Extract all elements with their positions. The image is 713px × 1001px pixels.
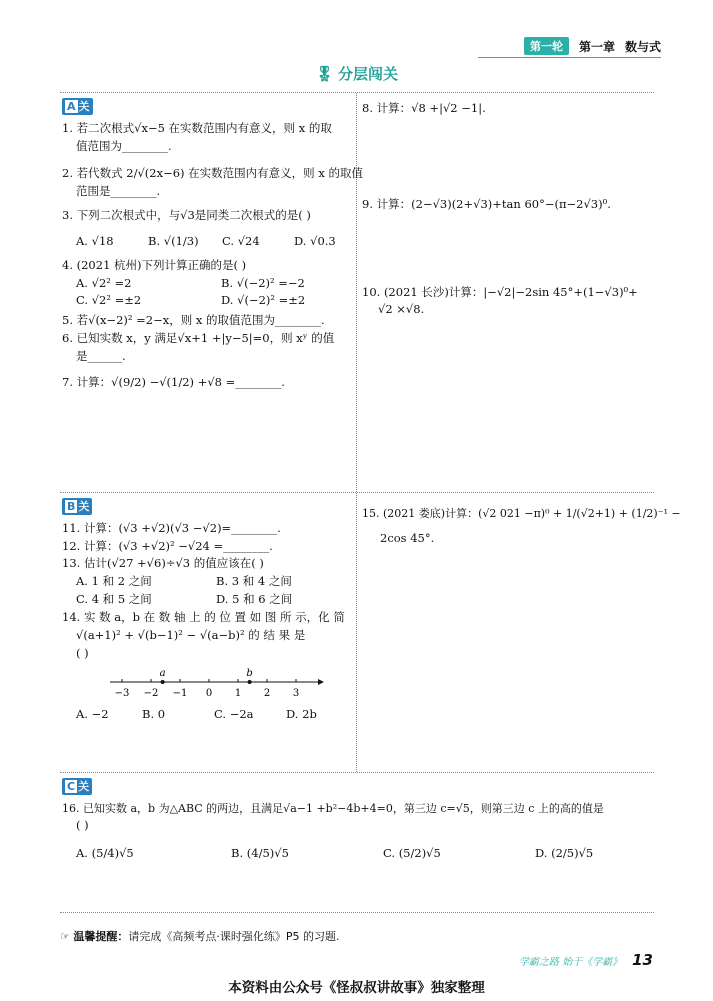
frame-top: [60, 92, 654, 93]
round-badge: 第一轮: [524, 37, 569, 55]
option: C. (5/2)√5: [383, 845, 441, 860]
question-4: 4. (2021 杭州)下列计算正确的是( ): [62, 257, 247, 272]
level-b-right: [362, 505, 681, 548]
point-b: [248, 680, 252, 684]
option: D. √(−2)² =±2: [221, 293, 306, 308]
option: A. √2² =2: [76, 275, 132, 290]
frame-bottom: [60, 912, 654, 913]
reminder-label: 温馨提醒：: [73, 930, 129, 943]
question-14: 14. 实 数 a，b 在 数 轴 上 的 位 置 如 图 所 示，化 简: [62, 609, 345, 624]
option: A. 1 和 2 之间: [76, 574, 152, 589]
axis-arrow: [318, 679, 324, 685]
option: A. (5/4)√5: [76, 845, 134, 860]
question-4-options-2: [62, 292, 352, 310]
tick-label: −2: [143, 688, 159, 700]
divider-b: [356, 493, 357, 772]
frame-b-c: [60, 772, 654, 773]
bottom-note: 本资料由公众号《怪叔叔讲故事》独家整理: [228, 980, 485, 996]
option: C. √2² =±2: [76, 293, 142, 308]
frame-a-b: [60, 492, 654, 493]
question-3: 3. 下列二次根式中，与√3是同类二次根式的是( ): [62, 208, 311, 223]
level-b-left: [62, 498, 352, 724]
question-2-cont: 范围是________.: [76, 184, 161, 199]
question-7: 7. 计算：√(9/2) −√(1/2) +√8 =________.: [62, 374, 285, 389]
option: B. √(−2)² =−2: [221, 275, 305, 290]
question-13: 13. 估计(√27 +√6)÷√3 的值应该在( ): [62, 556, 264, 571]
footer-slogan: 学霸之路 始于《学霸》: [518, 956, 623, 968]
tick-label: 0: [205, 688, 213, 700]
option: B. (4/5)√5: [231, 845, 289, 860]
number-line: [62, 664, 352, 706]
point-a-label: a: [159, 668, 166, 680]
question-15: 15. (2021 娄底)计算：(√2 021 −π)⁰ + 1/(√2+1) + (1/2)⁻¹ −: [362, 507, 681, 520]
chapter-label: 第一章: [578, 39, 615, 54]
tick-label: 1: [234, 688, 242, 700]
point-b-label: b: [246, 668, 253, 680]
option: A. √18: [76, 233, 114, 248]
option: D. √0.3: [294, 233, 336, 248]
section-title-text: 分层闯关: [338, 65, 399, 83]
tick-label: −1: [172, 688, 188, 700]
level-a-left: [62, 98, 363, 391]
option: A. −2: [76, 707, 109, 722]
question-12: 12. 计算：(√3 +√2)² −√24 =________.: [62, 538, 273, 553]
level-a-badge: A 关: [62, 98, 93, 115]
question-14-options: [62, 706, 352, 724]
header-rule: [478, 57, 661, 58]
question-14-paren: ( ): [76, 645, 89, 660]
level-c: [62, 778, 652, 862]
question-5: 5. 若√(x−2)² =2−x，则 x 的取值范围为________.: [62, 313, 325, 328]
question-9: 9. 计算：(2−√3)(2+√3)+tan 60°−(π−2√3)⁰.: [362, 196, 611, 211]
question-16-options: [62, 845, 652, 863]
page-number: 13: [632, 951, 653, 969]
question-11: 11. 计算：(√3 +√2)(√3 −√2)=________.: [62, 520, 281, 535]
level-c-badge: C 关: [62, 778, 92, 795]
level-b-badge: B 关: [62, 498, 92, 515]
topic-label: 数与式: [624, 39, 661, 54]
option: B. 0: [142, 707, 166, 722]
pointing-hand-icon: ☞: [60, 930, 70, 943]
option: C. −2a: [214, 707, 254, 722]
question-6-cont: 是______.: [76, 348, 126, 363]
question-16-paren: ( ): [76, 817, 89, 832]
option: D. 2b: [286, 707, 317, 722]
question-15-cont: 2cos 45°.: [380, 531, 435, 546]
option: D. (2/5)√5: [535, 845, 594, 860]
medal-icon: 🎖: [314, 65, 335, 83]
question-1-cont: 值范围为________.: [76, 138, 172, 153]
level-a-right: [362, 100, 652, 319]
divider-a: [356, 93, 357, 492]
page-footer: [519, 951, 653, 969]
tick-label: 2: [263, 688, 271, 700]
option: C. √24: [222, 233, 260, 248]
tick-label: 3: [292, 688, 300, 700]
tick-label: −3: [114, 688, 130, 700]
question-1: 1. 若二次根式√x−5 在实数范围内有意义，则 x 的取: [62, 120, 332, 135]
question-16: 16. 已知实数 a，b 为△ABC 的两边，且满足√a−1 +b²−4b+4=0，第三边 c=√5，则第三边 c 上的高的值是: [62, 801, 604, 815]
option: C. 4 和 5 之间: [76, 592, 152, 607]
question-10-cont: √2 ×√8.: [378, 302, 425, 317]
question-8: 8. 计算：√8 +|√2 −1|.: [362, 101, 486, 115]
page-header: [524, 37, 661, 55]
reminder-text: 请完成《高频考点·课时强化练》P5 的习题.: [128, 930, 340, 943]
point-a: [161, 680, 165, 684]
option: B. 3 和 4 之间: [216, 574, 292, 589]
option: B. √(1/3): [148, 233, 199, 248]
question-13-options-1: [62, 573, 352, 591]
question-3-options: [62, 233, 352, 251]
question-13-options-2: [62, 591, 352, 609]
question-2: 2. 若代数式 2/√(2x−6) 在实数范围内有意义，则 x 的取值: [62, 166, 363, 181]
question-4-options-1: [62, 275, 352, 293]
question-10: 10. (2021 长沙)计算：|−√2|−2sin 45°+(1−√3)⁰+: [362, 284, 638, 299]
question-6: 6. 已知实数 x，y 满足√x+1 +|y−5|=0，则 xʸ 的值: [62, 330, 335, 345]
option: D. 5 和 6 之间: [216, 592, 293, 607]
section-title: [0, 63, 713, 84]
question-14-cont: √(a+1)² + √(b−1)² − √(a−b)² 的 结 果 是: [76, 627, 306, 642]
reminder: [60, 928, 340, 944]
